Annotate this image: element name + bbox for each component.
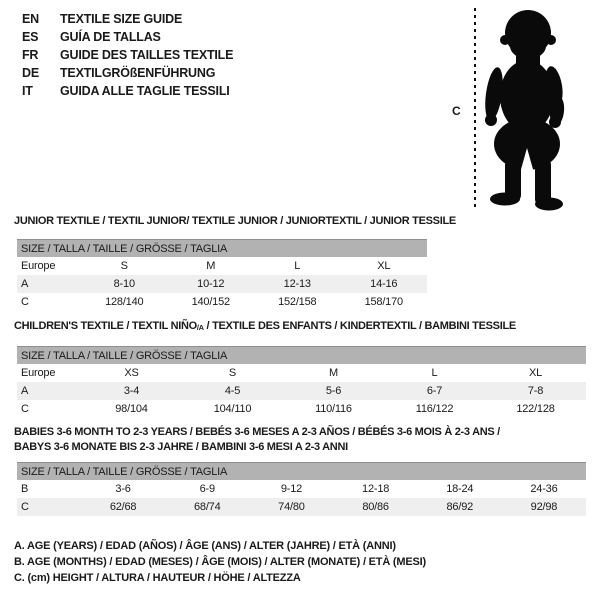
size-cell: 8-10 <box>113 278 135 290</box>
section-title <box>14 320 596 334</box>
table-header-row <box>17 346 586 364</box>
size-cell: M <box>206 260 216 272</box>
row-label: C <box>21 501 29 513</box>
table-row <box>17 275 427 293</box>
size-cell: 74/80 <box>278 501 305 513</box>
language-row <box>22 10 233 28</box>
baby-silhouette <box>478 8 582 212</box>
size-cell: L <box>431 367 438 379</box>
table-row <box>17 382 586 400</box>
language-title: GUIDE DES TAILLES TEXTILE <box>60 48 234 62</box>
language-guide <box>22 10 233 100</box>
size-cell: 80/86 <box>362 501 389 513</box>
size-cell: XL <box>377 260 391 272</box>
language-row <box>22 46 233 64</box>
size-cell: 14-16 <box>370 278 398 290</box>
row-label: B <box>21 483 29 495</box>
size-cell: 152/158 <box>278 296 317 308</box>
note-line: A. AGE (YEARS) / EDAD (AÑOS) / ÂGE (ANS) / ALTER (JAHRE) / ETÀ (ANNI) <box>14 540 396 552</box>
size-cell: L <box>294 260 301 272</box>
size-cell: 12-18 <box>362 483 390 495</box>
language-code: IT <box>22 84 33 98</box>
table-row <box>17 257 427 275</box>
size-cell: 110/116 <box>315 403 352 415</box>
table-row <box>17 480 586 498</box>
table-header-row <box>17 239 427 257</box>
language-code: DE <box>22 66 39 80</box>
row-label: C <box>21 403 29 415</box>
size-cell: 158/170 <box>364 296 403 308</box>
size-cell: 10-12 <box>197 278 225 290</box>
section-title <box>14 425 596 455</box>
height-measure-label: C <box>452 104 461 118</box>
size-cell: 24-36 <box>530 483 558 495</box>
size-cell: 4-5 <box>224 385 241 397</box>
section-childrens-textile <box>14 320 596 418</box>
size-cell: 5-6 <box>325 385 342 397</box>
size-cell: 18-24 <box>446 483 474 495</box>
table-header-label: SIZE / TALLA / TAILLE / GRÖSSE / TAGLIA <box>21 350 228 362</box>
row-label: Europe <box>21 260 56 272</box>
table-header-label: SIZE / TALLA / TAILLE / GRÖSSE / TAGLIA <box>21 243 228 255</box>
section-junior-textile <box>14 215 596 311</box>
size-cell: 98/104 <box>115 403 148 415</box>
size-cell: 7-8 <box>527 385 544 397</box>
table-row <box>17 498 586 516</box>
row-label: A <box>21 385 29 397</box>
size-cell: 6-9 <box>199 483 215 495</box>
size-cell: 68/74 <box>193 501 221 513</box>
table-header-label: SIZE / TALLA / TAILLE / GRÖSSE / TAGLIA <box>21 466 228 478</box>
size-cell: S <box>120 260 128 272</box>
size-cell: 140/152 <box>191 296 230 308</box>
size-cell: 122/128 <box>516 403 555 415</box>
size-cell: 92/98 <box>530 501 558 513</box>
size-cell: 116/122 <box>415 403 454 415</box>
size-cell: S <box>228 367 237 379</box>
table-row <box>17 400 586 418</box>
section-title-segment: /A <box>196 323 204 332</box>
language-code: EN <box>22 12 39 26</box>
size-cell: 9-12 <box>280 483 303 495</box>
size-table <box>17 346 586 418</box>
size-cell: 62/68 <box>109 501 137 513</box>
size-cell: 6-7 <box>426 385 443 397</box>
note-line: C. (cm) HEIGHT / ALTURA / HAUTEUR / HÖHE / ALTEZZA <box>14 572 301 584</box>
table-row <box>17 364 586 382</box>
size-cell: 12-13 <box>283 278 311 290</box>
language-row <box>22 28 233 46</box>
notes <box>14 538 426 586</box>
language-title: GUÍA DE TALLAS <box>60 30 161 44</box>
section-title-segment: JUNIOR TEXTILE / TEXTIL JUNIOR/ TEXTILE JUNIOR / JUNIORTEXTIL / JUNIOR TESSILE <box>14 215 456 227</box>
size-cell: 86/92 <box>446 501 474 513</box>
size-table <box>17 239 427 311</box>
section-title-segment: / TEXTILE DES ENFANTS / KINDERTEXTIL / BAMBINI TESSILE <box>203 320 516 332</box>
row-label: A <box>21 278 29 290</box>
size-cell: 104/110 <box>213 403 252 415</box>
language-code: ES <box>22 30 39 44</box>
table-header-row <box>17 462 586 480</box>
section-title-segment: BABIES 3-6 MONTH TO 2-3 YEARS / BEBÉS 3-6 MESES A 2-3 AÑOS / BÉBÉS 3-6 MOIS À 2-3 ANS / <box>14 426 500 438</box>
size-cell: 3-4 <box>123 385 140 397</box>
size-table <box>17 462 586 516</box>
table-row <box>17 293 427 311</box>
row-label: Europe <box>21 367 56 379</box>
row-label: C <box>21 296 29 308</box>
section-title <box>14 215 596 228</box>
section-title-segment: BABYS 3-6 MONATE BIS 2-3 JAHRE / BAMBINI 3-6 MESI A 2-3 ANNI <box>14 441 348 453</box>
size-cell: XS <box>124 367 139 379</box>
language-row <box>22 64 233 82</box>
size-cell: M <box>329 367 338 379</box>
note-line: B. AGE (MONTHS) / EDAD (MESES) / ÂGE (MOIS) / ALTER (MONATE) / ETÀ (MESI) <box>14 556 426 568</box>
size-cell: XL <box>528 367 543 379</box>
language-title: TEXTILE SIZE GUIDE <box>60 12 183 26</box>
size-cell: 128/140 <box>105 296 144 308</box>
language-title: GUIDA ALLE TAGLIE TESSILI <box>60 84 230 98</box>
section-title-segment: CHILDREN'S TEXTILE / TEXTIL NIÑO <box>14 320 197 332</box>
size-cell: 3-6 <box>115 483 131 495</box>
language-row <box>22 82 233 100</box>
section-babies-textile <box>14 425 596 516</box>
language-code: FR <box>22 48 39 62</box>
language-title: TEXTILGRÖßENFÜHRUNG <box>60 66 216 80</box>
